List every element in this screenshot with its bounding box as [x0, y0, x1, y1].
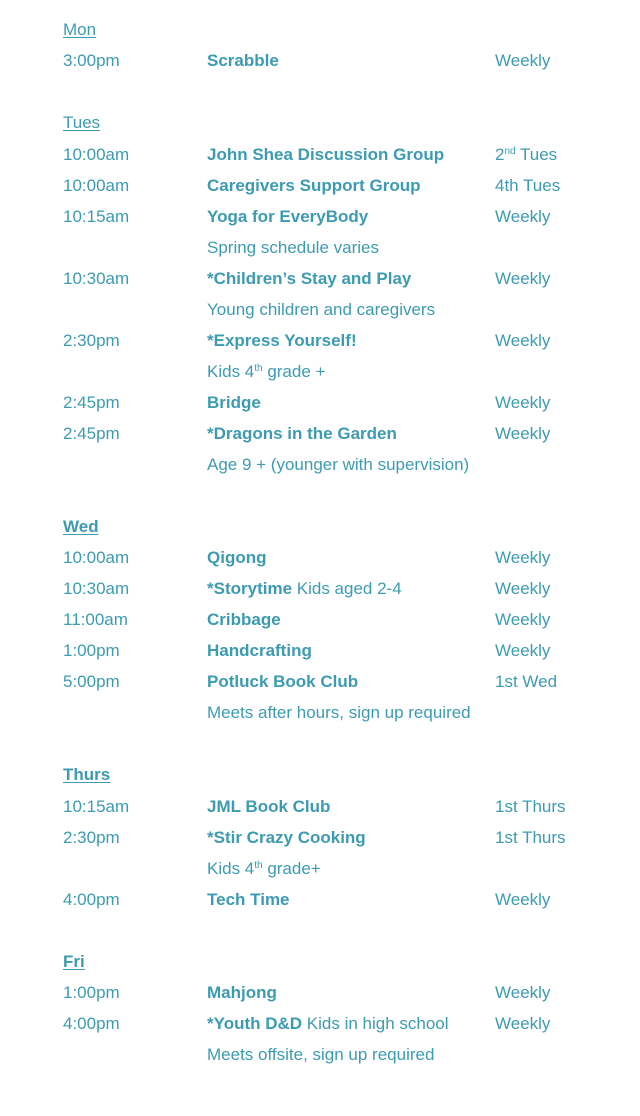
event-row — [0, 331, 640, 351]
event-note: Meets after hours, sign up required — [207, 703, 471, 722]
event-title: Handcrafting — [207, 641, 312, 660]
event-row — [0, 641, 640, 661]
day-heading-mon[interactable]: Mon — [63, 20, 97, 39]
event-frequency: 1st Wed — [495, 672, 558, 691]
event-title: Cribbage — [207, 610, 281, 629]
event-frequency: Weekly — [495, 393, 551, 412]
event-frequency: 1st Thurs — [495, 797, 566, 816]
event-row — [0, 1014, 640, 1034]
event-time: 2:45pm — [63, 424, 120, 443]
event-row — [0, 610, 640, 630]
event-title: Mahjong — [207, 983, 277, 1002]
event-row — [0, 269, 640, 289]
event-frequency: Weekly — [495, 424, 551, 443]
event-time: 1:00pm — [63, 641, 120, 660]
event-row — [0, 548, 640, 568]
event-title: *Dragons in the Garden — [207, 424, 397, 443]
event-row — [0, 672, 640, 692]
event-frequency: Weekly — [495, 890, 551, 909]
event-title: *Storytime Kids aged 2-4 — [207, 579, 402, 598]
event-frequency: Weekly — [495, 331, 551, 350]
event-row — [0, 51, 640, 71]
event-time: 10:30am — [63, 579, 130, 598]
event-note: Kids 4th grade + — [207, 362, 326, 381]
event-time: 10:00am — [63, 548, 130, 567]
event-row — [0, 176, 640, 196]
day-heading-tues[interactable]: Tues — [63, 113, 101, 132]
event-time: 10:00am — [63, 176, 130, 195]
event-row — [0, 797, 640, 817]
event-time: 2:30pm — [63, 828, 120, 847]
event-time: 11:00am — [63, 610, 128, 629]
event-title: John Shea Discussion Group — [207, 145, 445, 164]
event-title: *Youth D&D Kids in high school — [207, 1014, 449, 1033]
event-frequency: Weekly — [495, 1014, 551, 1033]
event-time: 1:00pm — [63, 983, 120, 1002]
event-note: Spring schedule varies — [207, 238, 379, 257]
event-title: JML Book Club — [207, 797, 331, 816]
event-frequency: Weekly — [495, 51, 551, 70]
event-row — [0, 207, 640, 227]
event-row — [0, 145, 640, 165]
event-frequency: Weekly — [495, 269, 551, 288]
event-time: 10:00am — [63, 145, 130, 164]
event-title: Scrabble — [207, 51, 279, 70]
event-time: 3:00pm — [63, 51, 120, 70]
event-frequency: 1st Thurs — [495, 828, 566, 847]
event-row — [0, 890, 640, 910]
event-time: 2:45pm — [63, 393, 120, 412]
event-frequency: Weekly — [495, 207, 551, 226]
event-title: Bridge — [207, 393, 261, 412]
event-title: *Stir Crazy Cooking — [207, 828, 366, 847]
event-frequency: Weekly — [495, 579, 551, 598]
event-time: 4:00pm — [63, 1014, 120, 1033]
event-note: Meets offsite, sign up required — [207, 1045, 435, 1064]
event-row — [0, 579, 640, 599]
event-row — [0, 828, 640, 848]
event-frequency: Weekly — [495, 641, 551, 660]
event-time: 10:30am — [63, 269, 130, 288]
day-heading-thurs[interactable]: Thurs — [63, 765, 111, 784]
event-time: 10:15am — [63, 207, 130, 226]
day-heading-wed[interactable]: Wed — [63, 517, 99, 536]
event-title: Qigong — [207, 548, 267, 567]
event-title: *Express Yourself! — [207, 331, 357, 350]
event-time: 10:15am — [63, 797, 130, 816]
event-title: Yoga for EveryBody — [207, 207, 369, 226]
event-row — [0, 424, 640, 444]
event-row — [0, 393, 640, 413]
event-title: Tech Time — [207, 890, 290, 909]
event-title: *Children’s Stay and Play — [207, 269, 412, 288]
event-frequency: Weekly — [495, 610, 551, 629]
event-frequency: Weekly — [495, 983, 551, 1002]
event-time: 2:30pm — [63, 331, 120, 350]
event-title: Potluck Book Club — [207, 672, 359, 691]
event-frequency: Weekly — [495, 548, 551, 567]
event-frequency: 4th Tues — [495, 176, 561, 195]
event-note: Kids 4th grade+ — [207, 859, 321, 878]
event-frequency: 2nd Tues — [495, 145, 558, 164]
day-heading-fri[interactable]: Fri — [63, 952, 85, 971]
event-note: Young children and caregivers — [207, 300, 436, 319]
event-title: Caregivers Support Group — [207, 176, 421, 195]
event-note: Age 9 + (younger with supervision) — [207, 455, 470, 474]
event-time: 5:00pm — [63, 672, 120, 691]
event-row — [0, 983, 640, 1003]
event-time: 4:00pm — [63, 890, 120, 909]
